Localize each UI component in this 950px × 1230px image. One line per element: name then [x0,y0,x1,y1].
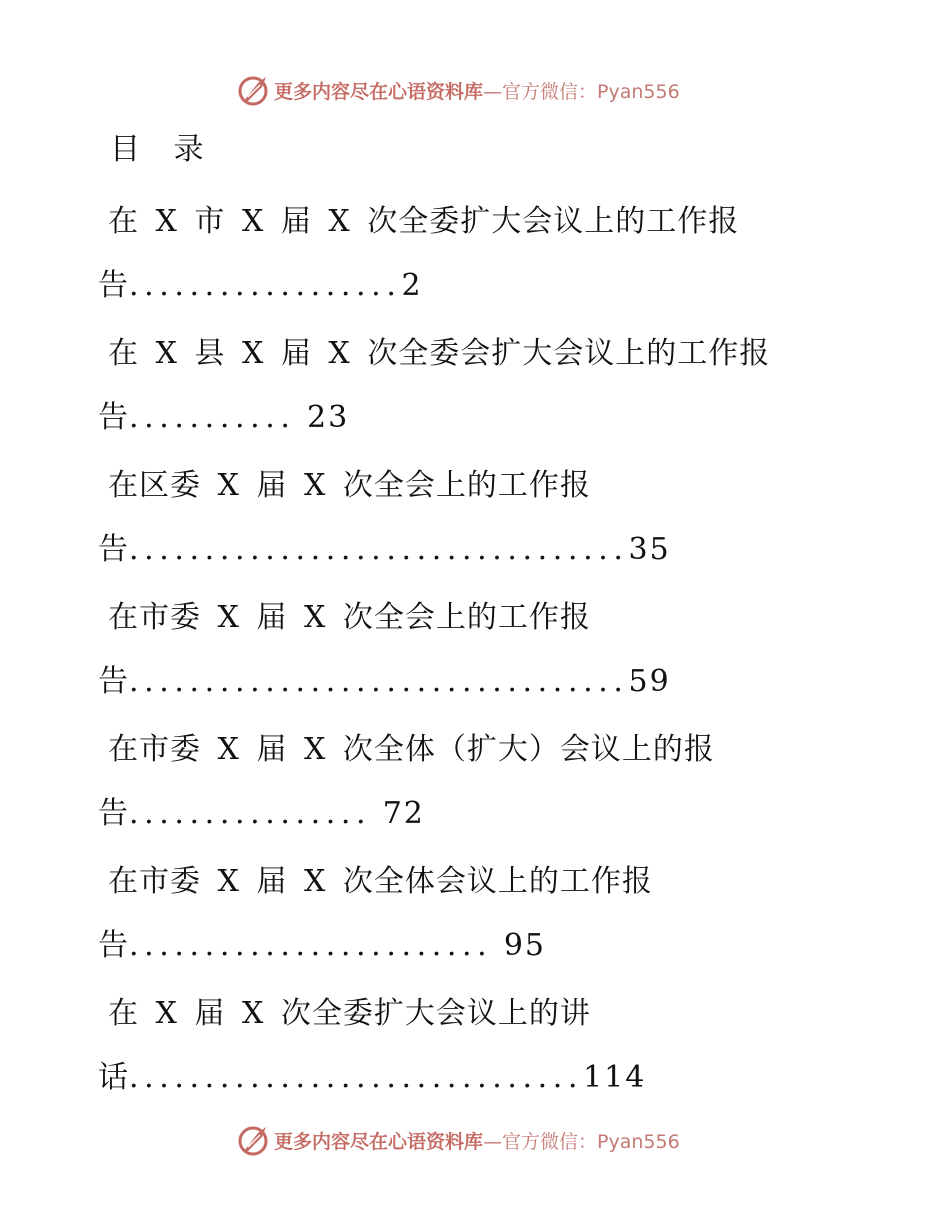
banner-sub-text: 官方微信：Pyan556 [502,80,680,103]
banner-text [274,1127,680,1154]
banner-dash: — [483,80,503,103]
toc-entry[interactable] [98,586,898,718]
toc-entry-title: 在 X 县 X 届 X 次全委会扩大会议上的工作报 [108,336,771,371]
toc-page-number: 72 [371,796,425,831]
toc-entry-title: 在市委 X 届 X 次全会上的工作报 [108,600,591,635]
toc-leader-dots: ................................. [129,532,629,567]
header-banner [236,72,716,108]
toc-page-number: 114 [583,1060,647,1095]
toc-page-number: 35 [628,532,671,567]
toc-entry-leader-line [98,1052,646,1096]
toc-page-number: 59 [628,664,671,699]
toc-entry-title: 在市委 X 届 X 次全体（扩大）会议上的报 [108,732,715,767]
toc-entry-title-end: 告 [98,928,129,963]
quill-pen-logo-icon [236,73,270,107]
toc-page-number: 2 [401,268,423,303]
banner-sub-text: 官方微信：Pyan556 [502,1130,680,1153]
toc-entry-title: 在 X 届 X 次全委扩大会议上的讲 [108,996,591,1031]
toc-leader-dots: ........... [129,400,296,435]
toc-entry-title-end: 告 [98,796,129,831]
toc-entry-title-end: 话 [98,1060,129,1095]
toc-entry-title: 在 X 市 X 届 X 次全委扩大会议上的工作报 [108,204,740,239]
toc-entry-leader-line [98,920,546,964]
toc-page-number: 23 [295,400,350,435]
toc-leader-dots: .................. [129,268,402,303]
toc-entry[interactable] [98,982,898,1114]
toc-leader-dots: .............................. [129,1060,584,1095]
toc-entry-leader-line [98,392,349,436]
toc-entry-title: 在区委 X 届 X 次全会上的工作报 [108,468,591,503]
toc-leader-dots: ................................. [129,664,629,699]
banner-text [274,77,680,104]
toc-list [98,190,898,1114]
toc-entry-title: 在市委 X 届 X 次全体会议上的工作报 [108,864,653,899]
toc-leader-dots: ........................ [129,928,493,963]
toc-entry-title-end: 告 [98,532,129,567]
toc-entry[interactable] [98,454,898,586]
toc-entry-title-end: 告 [98,664,129,699]
banner-dash: — [483,1130,503,1153]
banner-main-text: 更多内容尽在心语资料库 [274,80,484,103]
toc-page-number: 95 [492,928,546,963]
toc-entry-leader-line [98,260,423,304]
toc-entry[interactable] [98,718,898,850]
banner-main-text: 更多内容尽在心语资料库 [274,1130,484,1153]
toc-leader-dots: ................ [129,796,372,831]
footer-banner [236,1122,716,1158]
quill-pen-logo-icon [236,1123,270,1157]
toc-entry[interactable] [98,190,898,322]
toc-entry[interactable] [98,850,898,982]
toc-entry-leader-line [98,656,671,700]
toc-entry-leader-line [98,788,425,832]
toc-entry-title-end: 告 [98,400,129,435]
toc-title: 目 录 [110,132,216,167]
toc-entry-leader-line [98,524,671,568]
toc-entry-title-end: 告 [98,268,129,303]
toc-entry[interactable] [98,322,898,454]
